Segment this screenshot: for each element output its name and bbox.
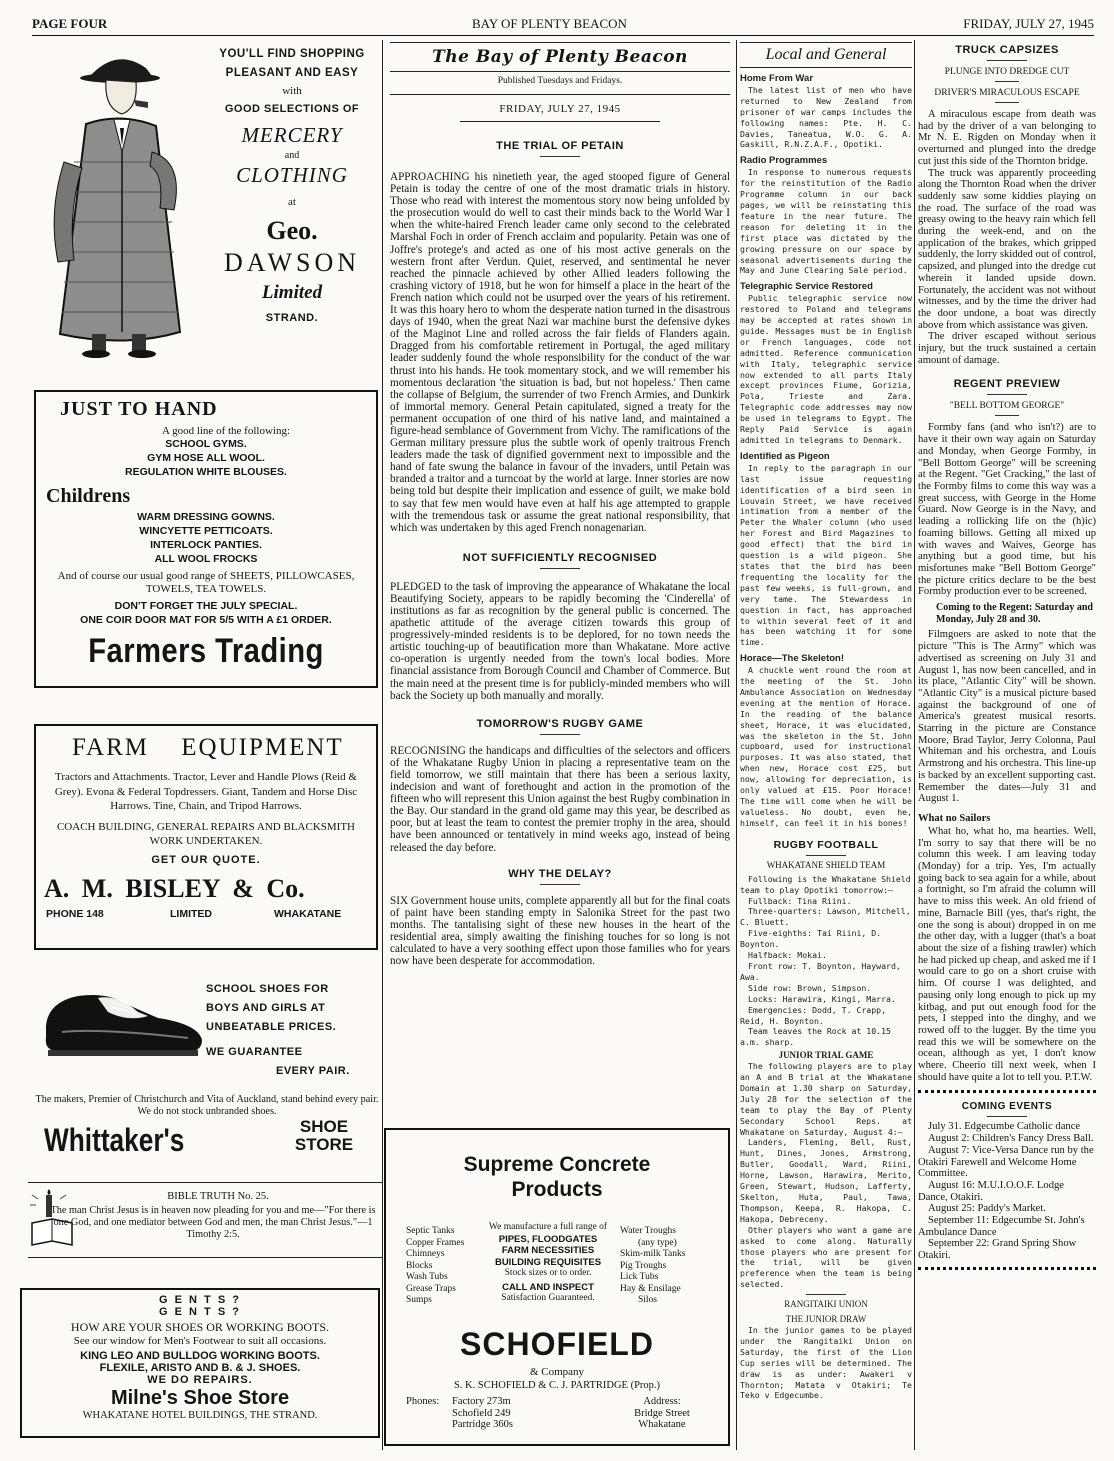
ad-brand: A. M. BISLEY & Co.	[44, 873, 305, 903]
article-body: What ho, what ho, ma hearties. Well, I'm sorry to say that there will be no column this week. I am leaving today (Monday) for a trip. Yes, I'm actually going back to sea again for a while, about a fortnight, so I'm afraid the column will have to miss this week. An old friend of mine, Barnacle Bill (yes, that's right, the one the song is about) dropped in on me the other day, with a lugger (that's a boat about the size of a fishing trawler) which he had picked up cheap, and asked me if I would care to go on a short cruise with him. Of course I was delighted, and pausing only long enough to pick up my kitbag, and put out enough food for the pets, I stepped into the dinghy, and we rowed off to the lugger. By the time you read this we will be somewhere on the ocean, although as yet, I don't know where. Cheerio till next week, when I should have quite a lot to tell you. P.T.W.	[918, 825, 1096, 1083]
team-line: Fullback: Tina Riini.	[748, 895, 852, 906]
product-item: Wash Tubs	[406, 1272, 448, 1282]
page-number: PAGE FOUR	[32, 16, 108, 31]
article-body: Formby fans (and who isn't?) are to have it their own way again on Saturday and Monday, when George Formby, in "Bell Bottom George" will be screening at the Regent. "Get Cracking," the last of the Formby films to come this way was a great success, with George in the Home Guard. Now George is in the Navy, and leading a rollicking life on the (h)ic) foaming billows. Getting all mixed up with waves and Waives, George has anything but a good time, but his misfortunes make "Bell Bottom George" the picture critics declare to be the best Formby production ever to be screened.	[918, 422, 1096, 598]
ad-text: The makers, Premier of Christchurch and Vita of Auckland, stand behind every pair. We do not stock unbranded shoes.	[35, 1094, 379, 1117]
ad-text: SHOE	[299, 1117, 349, 1136]
right-column	[918, 44, 1096, 1270]
local-and-general-column	[740, 42, 912, 1401]
article-title: RUGBY FOOTBALL	[773, 838, 879, 851]
team-line: Locks: Harawira, Kingi, Marra.	[748, 993, 896, 1004]
screening-dates: Coming to the Regent: Saturday and Monday, July 28 and 30.	[936, 602, 1093, 625]
team-line: Five-eighths: Tai Riini, D. Boynton.	[740, 928, 882, 950]
ad-text: Address:	[643, 1396, 681, 1407]
article-subtitle: JUNIOR TRIAL GAME	[778, 1050, 874, 1061]
ad-text: WE GUARANTEE	[206, 1046, 303, 1058]
phone-number: Partridge 360s	[452, 1419, 513, 1430]
ornamental-divider	[918, 1266, 1096, 1270]
issue-date: FRIDAY, JULY 27, 1945	[963, 16, 1094, 31]
news-item-head: Identified as Pigeon	[740, 450, 830, 462]
whittakers-shoe-store-advertisement	[34, 976, 380, 1158]
ad-text: Whakatane	[638, 1419, 686, 1430]
phone-number: Schofield 249	[452, 1407, 511, 1419]
ad-brand: Limited	[261, 282, 323, 303]
ad-text: Satisfaction Guaranteed.	[501, 1293, 595, 1303]
section-heading-box	[740, 42, 912, 68]
team-line: Emergencies: Dodd, T. Crapp, Reid, H. Boynton.	[740, 1004, 887, 1026]
product-item: WARM DRESSING GOWNS.	[137, 511, 275, 523]
article-subtitle: THE JUNIOR DRAW	[785, 1314, 867, 1325]
ad-text: with	[282, 85, 302, 97]
ad-text: SCHOOL SHOES FOR	[206, 983, 329, 995]
ad-heading: Childrens	[46, 485, 131, 507]
news-items	[740, 74, 912, 829]
article-subtitle: RANGITAIKI UNION	[784, 1299, 868, 1310]
product-item: GYM HOSE ALL WOOL.	[147, 452, 265, 464]
ad-text: GOOD SELECTIONS OF	[224, 103, 360, 115]
article-body: SIX Government house units, complete apparently all but for the final coats of paint have been standing empty in Salonika Street for the past two months. The tantalising sight of these new houses in the heart of the residential area, simply awaiting the finishing touches for so long is not calculated to have a very soothing effect upon those families who for years now have been desperate for accommodation.	[390, 894, 730, 968]
article-title: TOMORROW'S RUGBY GAME	[476, 717, 644, 730]
product-item: Lick Tubs	[620, 1272, 659, 1282]
bible-text: The man Christ Jesus is in heaven now pleading for you and me—"For there is one God, and one mediator between God and men, the man Christ Jesus."—1 Timothy 2:5.	[50, 1205, 376, 1240]
news-item-body: A chuckle went round the room at the meeting of the St. John Ambulance Association on Wednesday evening at the mention of Horace. In the reading of the balance sheet, Horace, it was elucidated, was the skeleton in the St. John cupboard, used for instructional purposes. It was also stated, that when new, Horace cost £25, but now, allowing for depreciation, is only valued at £15. Poor Horace! The time will come when he will be valueless. No doubt, even he, himself, can feel it in his bones!	[740, 665, 912, 828]
ad-text: ONE COIR DOOR MAT FOR 5/5 WITH A £1 ORDER.	[80, 614, 332, 626]
bible-truth-box	[28, 1182, 382, 1258]
article-body: The driver escaped without serious injury, but the truck sustained a certain amount of damage.	[918, 331, 1096, 366]
bible-title: BIBLE TRUTH No. 25.	[167, 1191, 269, 1202]
ad-heading	[44, 734, 368, 762]
article-subtitle: WHAKATANE SHIELD TEAM	[766, 859, 886, 870]
ad-text: PIPES, FLOODGATES	[498, 1233, 598, 1245]
ad-text: WE DO REPAIRS.	[147, 1374, 253, 1386]
product-list-right	[620, 1226, 720, 1307]
event-item: August 25: Paddy's Market.	[928, 1203, 1046, 1215]
news-item-head: Radio Programmes	[740, 155, 828, 167]
article-body: RECOGNISING the handicaps and difficulties of the selectors and officers of the Whakatane Rugby Union in placing a representative team on the field tomorrow, we still maintain that there has been a serious laxity, indecision and want of forethought and action in the promotion of the fifteen who will represent this Union against the best Rugby combination in the Bay. Our standard in the grand old game may this year, be described as poor, but at least the team to contest the premier trophy in the area, should have been announced or tentatively in mind weeks ago, instead of being released the day before.	[390, 744, 730, 854]
ad-heading: MERCERY	[241, 123, 343, 147]
product-list-middle	[486, 1222, 610, 1305]
ad-text: at	[288, 196, 296, 208]
ad-text: DON'T FORGET THE JULY SPECIAL.	[114, 600, 298, 612]
ad-text: G E N T S ?	[159, 1306, 241, 1318]
product-item: Hay & Ensilage	[620, 1283, 681, 1294]
ad-text: KING LEO AND BULLDOG WORKING BOOTS.	[80, 1350, 320, 1362]
ad-text: STRAND.	[265, 312, 319, 324]
editorial-nameplate-box	[390, 42, 730, 72]
product-item: Grease Traps	[406, 1283, 456, 1294]
article-body: The truck was apparently proceeding along the Thornton Road when the driver suddenly saw some kiddies playing on the road. The surface of the road was greasy owing to the heavy rain which fell during the week-end, and on the application of the brakes, which gripped suddenly, the lorry skidded out of control, capsized, and plunged into the dredge cut wherein it landed upside down. Fortunately, the accident was not without witnesses, and by the time the driver had the door undone, a boat was directly above from which assistance was given.	[918, 167, 1096, 331]
article-subtitle: "BELL BOTTOM GEORGE"	[949, 401, 1065, 412]
address	[612, 1396, 712, 1431]
news-item-body: The latest list of men who have returned to New Zealand from prisoner of war camps includes the following names: Pte. H. C. Davies, Taneatua, W.O. G. A. Gaskill, R.N.Z.A.F., Opotiki.	[740, 84, 912, 150]
ad-text: EVERY PAIR.	[276, 1065, 350, 1077]
ornamental-divider	[918, 1089, 1096, 1093]
ad-text: Supreme Concrete	[463, 1153, 651, 1176]
ad-heading-word: FARM	[72, 734, 150, 761]
article-title: What no Sailors	[918, 812, 991, 824]
event-item: August 16: M.U.I.O.O.F. Lodge Dance, Otakiri.	[918, 1179, 1064, 1203]
article-title: REGENT PREVIEW	[953, 378, 1061, 391]
article-body: APPROACHING his ninetieth year, the aged stooped figure of General Petain is today the centre of one of the most dramatic trials in history. Those who read with interest the momentous story now being unfolded by the prosecution would do well to cast their minds back to the World War I when the white-haired French leader came only second to the celebrated Marshal Foch in order of French acclaim and popularity. Petain was one of Joffre's protege's and acted as one of his most active generals on the western front after Verdun. Quiet, reserved, and sentimental he never reached the pinnacle achieved by other Allied leaders following the crashing victory of 1918, but he won for himself a place in the heart of the French nation which could not be usurped over the years of his retirement. It was this hoary hero to whom the desperate nation turned in the disastrous days of 1940, when the great Nazi war machine burst the defensive dykes of the Maginot Line and rolled across the fair fields of Flanders again. Dragged from his comfortable retirement in Portugal, the aged military leader suddenly found the whole responsibility for the conduct of the war thrust into his hands. He took momentary stock, and we will remember his momentous declaration 'the situation is bad, but not hopeless.' Then came the collapse of Belgium, the surrender of two French Armies, and Dunkirk of immortal memory. General Petain capitulated, signed a treaty for the permanent occupation of one third of his native land, and maintained a figure-head semblance of Government from Vichy. The ramifications of the German military pressure plus the subtle work of openly traitrous French leaders made the task of dignified government next to impossible and the hand of fate swung the balance in favour of the invaders, until Petain was branded a traitor and a turncoat by the world at large. Inner stories are now being told but despite their implication and essence of guilt, we make bold to say that few men would have even at half his age attempted to grapple with the tremendous task or assume the great national responsibility, that which was undertaken by this aged French nonagenarian.	[390, 171, 730, 534]
ad-text: COACH BUILDING, GENERAL REPAIRS AND BLACKSMITH WORK UNDERTAKEN.	[56, 820, 356, 847]
column-rule	[914, 40, 915, 1450]
product-item: REGULATION WHITE BLOUSES.	[125, 466, 287, 478]
ad-text: We manufacture a full range of	[488, 1222, 608, 1232]
column-rule	[382, 40, 383, 1450]
team-line: Front row: T. Boynton, Hayward, Awa.	[740, 960, 901, 982]
news-item-body: Public telegraphic service now restored to Poland and telegrams may be accepted at rates shown in guide. Messages must be in English or French languages, code not admitted. Reference communication with Italy, telegraphic service now extended to all parts Italy except provinces Fiume, Gorizia, Pola, Trieste and Zara. Telegraphic code addresses may now be used in telegrams to Egypt. The Reply Paid Service is again admitted in telegrams to Denmark.	[740, 293, 912, 445]
ad-text: BOYS AND GIRLS AT	[206, 1002, 326, 1014]
phone-list	[452, 1396, 513, 1431]
phone-number: Factory 273m	[452, 1396, 511, 1407]
product-item: ALL WOOL FROCKS	[154, 553, 258, 565]
product-item: Copper Frames	[406, 1237, 465, 1248]
ad-brand: Whittaker's	[44, 1122, 185, 1158]
ad-text: FLEXILE, ARISTO AND B. & J. SHOES.	[99, 1362, 301, 1374]
article-title: TRUCK CAPSIZES	[955, 44, 1059, 56]
event-item: August 2: Children's Fancy Dress Ball.	[928, 1133, 1094, 1145]
team-line: Halfback: Mokai.	[748, 950, 827, 961]
product-item: Chimneys	[406, 1249, 445, 1259]
newspaper-name: BAY OF PLENTY BEACON	[472, 16, 627, 31]
ad-heading: JUST TO HAND	[60, 398, 218, 420]
product-item: Blocks	[406, 1260, 433, 1271]
product-item: Skim-milk Tanks	[620, 1249, 686, 1259]
ad-text: S. K. SCHOFIELD & C. J. PARTRIDGE (Prop.)	[453, 1380, 661, 1391]
article-title: THE TRIAL OF PETAIN	[496, 140, 624, 152]
ad-text: STORE	[294, 1135, 354, 1154]
ad-text: And of course our usual good range of SHEETS, PILLOWCASES, TOWELS, TEA TOWELS.	[57, 570, 355, 595]
news-item-head: Horace—The Skeleton!	[740, 653, 844, 665]
article-body: The following players are to play an A and B trial at the Whakatane Domain at 1.30 sharp on Saturday, July 28 for the selection of the team to play the Bay of Plenty Secondary School Reps. at Whakatane on Saturday, August 4:—	[740, 1061, 912, 1137]
news-item-head: Home From War	[740, 73, 814, 84]
ad-text: GET OUR QUOTE.	[151, 853, 261, 866]
ad-text: WHAKATANE	[274, 907, 342, 920]
event-item: September 11: Edgecumbe St. John's Ambulance Dance	[918, 1215, 1085, 1238]
product-item: Sumps	[406, 1295, 432, 1305]
ad-text: CALL AND INSPECT	[502, 1281, 594, 1293]
editorial-date: FRIDAY, JULY 27, 1945	[499, 103, 621, 115]
ad-brand: DAWSON	[223, 248, 361, 277]
product-item: Septic Tanks	[406, 1226, 455, 1236]
mercery-advertisement	[34, 42, 380, 360]
product-item: Water Troughs	[620, 1226, 676, 1236]
ad-text: & Company	[529, 1366, 585, 1378]
farmers-trading-advertisement	[34, 390, 378, 688]
shoe-illustration	[38, 982, 206, 1062]
article-body: Landers, Fleming, Bell, Rust, Hunt, Dines, Jones, Armstrong, Butler, Goodall, Ward, Riini, Horne, Lawson, Harawira, Merito, Green, Stewart, Hudson, Lafferty, Skelton, Huta, Paul, Tawa, Thompson, Keepa, R. Hakopa, C. Hakopa, Debreceny.	[740, 1137, 912, 1224]
ad-text: WHAKATANE HOTEL BUILDINGS, THE STRAND.	[82, 1410, 318, 1421]
publication-schedule: Published Tuesdays and Fridays.	[497, 76, 623, 86]
ad-text: Products	[511, 1178, 603, 1201]
ad-text: Stock sizes or to order.	[504, 1268, 592, 1278]
rugby-team-list	[740, 874, 912, 1402]
article-subtitle: PLUNGE INTO DREDGE CUT	[944, 67, 1070, 77]
article-subtitle: DRIVER'S MIRACULOUS ESCAPE	[934, 88, 1080, 98]
ad-heading	[28, 1294, 372, 1318]
ad-heading	[386, 1152, 728, 1202]
article-body: A miraculous escape from death was had by the driver of a van belonging to Mr N. E. Rigden on Monday when it overturned and plunged into the dredge cut just this side of the Thornton bridge.	[918, 109, 1096, 167]
article-text	[918, 826, 1096, 1083]
page-header	[32, 14, 1094, 36]
product-item: Silos	[638, 1295, 658, 1305]
article-body: PLEDGED to the task of improving the appearance of Whakatane the local Beautifying Society, appears to be rapidly becoming the 'Cinderella' of institutions as far as recognition by the general public is concerned. The apathetic attitude of the average citizen towards this group of progressively-minded residents is to be deplored, for no town needs the artistic touching-up of beautification more than Whakatane. More active co-operation is urgently needed from the town's local bodies. More financial assistance from Borough Council and Chamber of Commerce. But the main need at the present time is for publicly-minded members who will back the Society up both manually and morally.	[390, 580, 730, 702]
ad-text: G E N T S ?	[159, 1294, 241, 1306]
article-text	[918, 422, 1096, 805]
ad-text: and	[284, 150, 300, 161]
news-item-head: Telegraphic Service Restored	[740, 281, 873, 293]
ad-text: See our window for Men's Footwear to suit all occasions.	[73, 1335, 327, 1347]
ad-text: PLEASANT AND EASY	[225, 67, 359, 79]
bisley-farm-equipment-advertisement	[34, 724, 378, 950]
news-item-body: In response to numerous requests for the reinstitution of the Radio Programme column in our back pages, we will be reinstating this feature in the near future. The reason for deleting it in the first place was dictated by the growing pressure on our space by seasonal advertisements during the May and June Clearing Sale period.	[740, 167, 912, 276]
ad-text: Bridge Street	[634, 1407, 690, 1419]
product-item: INTERLOCK PANTIES.	[150, 539, 262, 551]
product-list	[46, 510, 366, 566]
ad-text: BUILDING REQUISITES	[494, 1256, 602, 1268]
article-body: Other players who want a game are asked to come along. Naturally those players who are present for the trial, will be given preference when the team is being selected.	[740, 1224, 912, 1290]
ad-brand: Farmers Trading	[88, 632, 324, 670]
ad-brand: Milne's Shoe Store	[110, 1387, 290, 1409]
product-item: WINCYETTE PETTICOATS.	[139, 525, 273, 537]
supreme-concrete-advertisement	[384, 1128, 730, 1446]
article-title: NOT SUFFICIENTLY RECOGNISED	[462, 551, 658, 564]
ad-heading-word: EQUIPMENT	[181, 734, 344, 761]
milnes-shoe-store-advertisement	[20, 1288, 380, 1438]
event-item: September 22: Grand Spring Show Otakiri.	[918, 1238, 1077, 1262]
ad-text-block	[206, 980, 376, 1081]
article-body: Filmgoers are asked to note that the picture "This is The Army" which was advertised as screening on July 31 and August 1, has now been cancelled, and in its place, "Atlantic City" will be shown. "Atlantic City" is a musical picture based against the background of one of America's greatest musical resorts. Starring in the picture are Constance Moore, Brad Taylor, Jerry Colonna, Paul Whiteman and his orchestra, and Louis Armstrong and his orchestra. This line-up is backed by an excellent supporting cast. Remember the dates—July 31 and August 1.	[918, 629, 1096, 805]
ad-heading: CLOTHING	[236, 163, 348, 187]
product-list	[46, 437, 366, 479]
editorial-nameplate: The Bay of Plenty Beacon	[432, 47, 688, 67]
section-heading: Local and General	[765, 46, 887, 63]
ad-brand: Geo.	[266, 216, 318, 245]
article-title: COMING EVENTS	[961, 1101, 1053, 1113]
article-text	[918, 109, 1096, 366]
ad-text: HOW ARE YOUR SHOES OR WORKING BOOTS.	[70, 1320, 330, 1334]
product-item: (any type)	[638, 1237, 677, 1248]
ad-text: UNBEATABLE PRICES.	[206, 1021, 337, 1033]
phone-number: PHONE 148	[46, 907, 104, 920]
ad-text: YOU'LL FIND SHOPPING	[219, 48, 365, 60]
ad-text: Tractors and Attachments. Tractor, Lever and Handle Plows (Reid & Grey). Evona & Federal Topdressers. Giant, Tandem and Horse Disc Harrows. Tine, Chain, and Tripod Harrows.	[54, 771, 358, 812]
ad-text: FARM NECESSITIES	[501, 1245, 595, 1256]
event-item: August 7: Vice-Versa Dance run by the Otakiri Farewell and Welcome Home Committee.	[918, 1144, 1094, 1180]
phones	[406, 1396, 439, 1408]
product-item: Pig Troughs	[620, 1260, 667, 1271]
ad-brand-sub	[274, 1118, 374, 1154]
article-title: WHY THE DELAY?	[508, 867, 612, 880]
news-item-body: In reply to the paragraph in our last issue requesting identification of a bird seen in Louvain Street, we have received intimation from a member of the Peter the Whaler column (who used her Forest and Bird Magazines to good effect) that the bird in question is a wild pigeon. She states that the bird has been frequenting the locality for the past few weeks, is full-grown, and very tame. The Stewardess in question in fact, has approached to within several feet of it and has been watching it for some time.	[740, 462, 912, 648]
team-line: Side row: Brown, Simpson.	[748, 982, 872, 993]
ad-text: A good line of the following:	[161, 425, 290, 437]
ad-text: Phones:	[406, 1396, 440, 1407]
man-in-coat-illustration	[34, 42, 204, 360]
team-line: Following is the Whakatane Shield team to play Opotiki tomorrow:—	[740, 873, 911, 895]
product-item: SCHOOL GYMS.	[165, 438, 247, 450]
product-list-left	[406, 1226, 496, 1307]
team-line: Team leaves the Rock at 10.15 a.m. sharp.	[740, 1026, 891, 1048]
ad-footer	[44, 908, 368, 922]
editorial-column	[390, 42, 730, 967]
article-body: In the junior games to be played under the Rangitaiki Union on Saturday, the first of the Lion Cup series will be determined. The draw is as under: Awakeri v Thornton; Matata v Otakiri; Te Teko v Edgecumbe.	[740, 1324, 912, 1401]
event-item: July 31. Edgecumbe Catholic dance	[928, 1121, 1081, 1133]
events-list	[918, 1121, 1096, 1261]
ad-brand: SCHOFIELD	[460, 1326, 654, 1362]
column-rule	[736, 40, 737, 1450]
ad-text: LIMITED	[170, 907, 212, 920]
team-line: Three-quarters: Lawson, Mitchell, C. Bluett.	[740, 906, 911, 928]
